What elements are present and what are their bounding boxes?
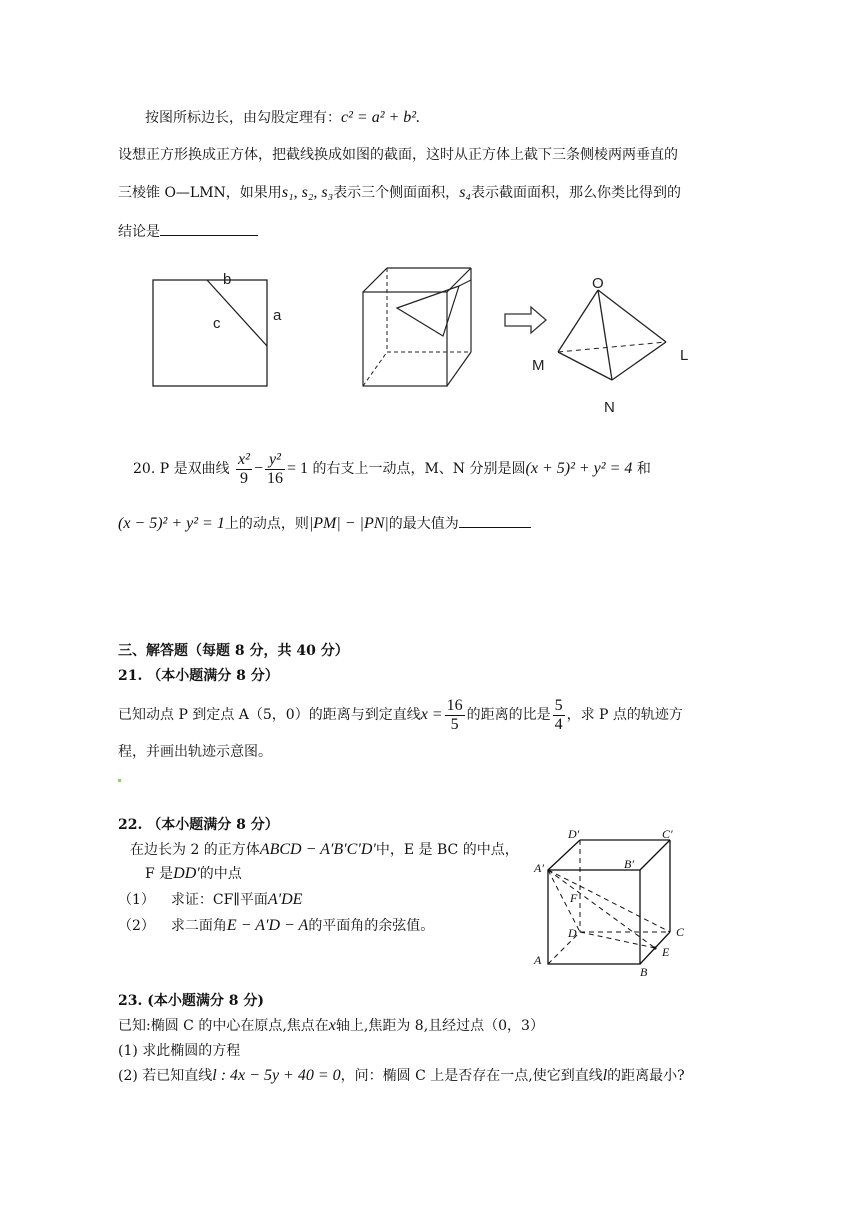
q21-line-2: 程，并画出轨迹示意图。 (118, 744, 272, 760)
label-B: B (640, 965, 648, 979)
label-M: M (532, 357, 545, 374)
q20-text-3: 和 (636, 461, 651, 477)
cube-figure (530, 826, 700, 981)
q20-circle-2: (x − 5)² + y² = 1 (118, 515, 225, 532)
q22-dihedral-angle: E − A′D − A (226, 917, 309, 934)
q21-fraction-5-4: $\frac{5}{4}$ (554, 696, 563, 733)
q23-text-1: 已知:椭圆 C 的中心在原点,焦点在 (118, 1018, 329, 1034)
q23-line-l: l (602, 1067, 608, 1084)
label-L: L (680, 347, 689, 364)
q22-text-4: 的中点 (199, 866, 242, 882)
q22-segment-dd: DD′ (173, 865, 200, 882)
q22-item-1-number: （1） (118, 892, 155, 908)
q22-line-2 (145, 864, 242, 884)
q23-line-equation: l : 4x − 5y + 40 = 0 (212, 1067, 341, 1084)
conclusion-blank[interactable] (160, 221, 258, 236)
section-area-symbol: s₄ (459, 184, 471, 201)
q23-item-1: (1) 求此椭圆的方程 (118, 1043, 241, 1059)
label-Cprime: C′ (662, 827, 673, 841)
label-Dprime: D′ (568, 827, 580, 841)
q20-text-4: 上的动点，则 (224, 516, 309, 532)
conclusion-label: 结论是 (118, 224, 160, 240)
q21-text-1: 已知动点 P 到定点 A（5，0）的距离与到定直线 (118, 707, 421, 723)
q22-text-2: 中，E 是 BC 的中点， (375, 842, 519, 858)
pythagoras-line (145, 108, 420, 128)
q20-answer-blank[interactable] (459, 513, 531, 528)
q20-line-2 (118, 513, 531, 534)
q22-item-2 (118, 916, 434, 936)
q23-item-2 (118, 1066, 685, 1086)
label-c: c (213, 315, 221, 332)
q21-line-1 (118, 695, 683, 735)
label-a: a (273, 307, 282, 324)
q23-item-2-tail: 的距离最小? (607, 1068, 685, 1084)
q23-header: 23. (本小题满分 8 分) (118, 993, 264, 1009)
section-3-heading: 三、解答题（每题 8 分，共 40 分） (118, 643, 349, 659)
label-O: O (592, 275, 604, 292)
label-A: A (534, 953, 542, 967)
square-figure (145, 262, 285, 392)
q23-x-axis: x (328, 1017, 336, 1034)
label-D: D (568, 926, 577, 940)
label-Aprime: A′ (534, 861, 544, 875)
q20-text-5: 的最大值为 (388, 516, 459, 532)
q22-text-3: F 是 (145, 866, 174, 882)
q20-fraction-y: $\frac{\text{y²}}{16}$ (266, 450, 283, 487)
side-areas-symbol: s₁, s₂, s₃ (281, 184, 334, 201)
analogy-line-2 (118, 183, 681, 203)
analogy-text-c: 表示截面面积，那么你类比得到的 (470, 185, 681, 201)
q22-header: 22. （本小题满分 8 分） (118, 817, 279, 833)
q22-line-1 (130, 840, 519, 860)
q20-text-1: P 是双曲线 (159, 461, 230, 477)
q20-fraction-x: $\frac{\text{x²}}{9}$ (238, 450, 250, 487)
q21-header: 21. （本小题满分 8 分） (118, 668, 279, 684)
q22-item-2-tail: 的平面角的余弦值。 (308, 918, 435, 934)
q23-text-1b: 轴上,焦距为 8,且经过点（0，3） (335, 1018, 544, 1034)
q21-line-x: x = (420, 706, 443, 723)
label-N: N (604, 399, 615, 416)
q21-text-3: ，求 P 点的轨迹方 (566, 707, 683, 723)
tetrahedron-figure (528, 270, 708, 420)
label-b: b (223, 271, 232, 288)
q20-circle-1: (x + 5)² + y² = 4 (525, 460, 633, 477)
analogy-line-3 (118, 221, 258, 242)
q20-number: 20. (133, 461, 156, 477)
analogy-text-b: 表示三个侧面面积， (333, 185, 460, 201)
q22-item-2-number: （2） (118, 918, 155, 934)
q22-cube-name: ABCD − A′B′C′D′ (259, 841, 376, 858)
q22-item-1-text: 求证：CF∥平面 (170, 892, 268, 908)
pythagoras-text: 按图所标边长，由勾股定理有： (145, 110, 341, 126)
q23-item-2-text: ，问：椭圆 C 上是否存在一点,使它到直线 (340, 1068, 603, 1084)
pythagoras-formula: c² = a² + b². (341, 109, 421, 126)
q23-line-1 (118, 1016, 544, 1036)
analogy-text-a: 三棱锥 O—LMN，如果用 (118, 185, 282, 201)
q22-text-1: 在边长为 2 的正方体 (130, 842, 260, 858)
q22-item-2-text: 求二面角 (170, 918, 227, 934)
q22-plane: A′DE (267, 891, 303, 908)
label-E: E (662, 945, 670, 959)
cube-section-figure (355, 262, 485, 394)
analogy-line-1: 设想正方形换成正方体，把截线换成如图的截面，这时从正方体上截下三条侧棱两两垂直的 (118, 147, 678, 163)
q20-minus: − (253, 460, 263, 477)
q20-line-1 (133, 449, 651, 489)
q21-fraction-16-5: $\frac{16}{5}$ (446, 696, 463, 733)
q20-equals-one: = 1 (286, 460, 309, 477)
stray-mark (118, 779, 121, 782)
q20-text-2: 的右支上一动点，M、N 分别是圆 (312, 461, 526, 477)
q21-text-2: 的距离的比是 (466, 707, 551, 723)
q23-item-2-prefix: (2) 若已知直线 (118, 1068, 213, 1084)
label-Bprime: B′ (624, 857, 634, 871)
q22-item-1 (118, 890, 302, 910)
label-C: C (676, 925, 685, 939)
label-F: F (570, 891, 578, 905)
q20-expression: |PM| − |PN| (308, 515, 389, 532)
